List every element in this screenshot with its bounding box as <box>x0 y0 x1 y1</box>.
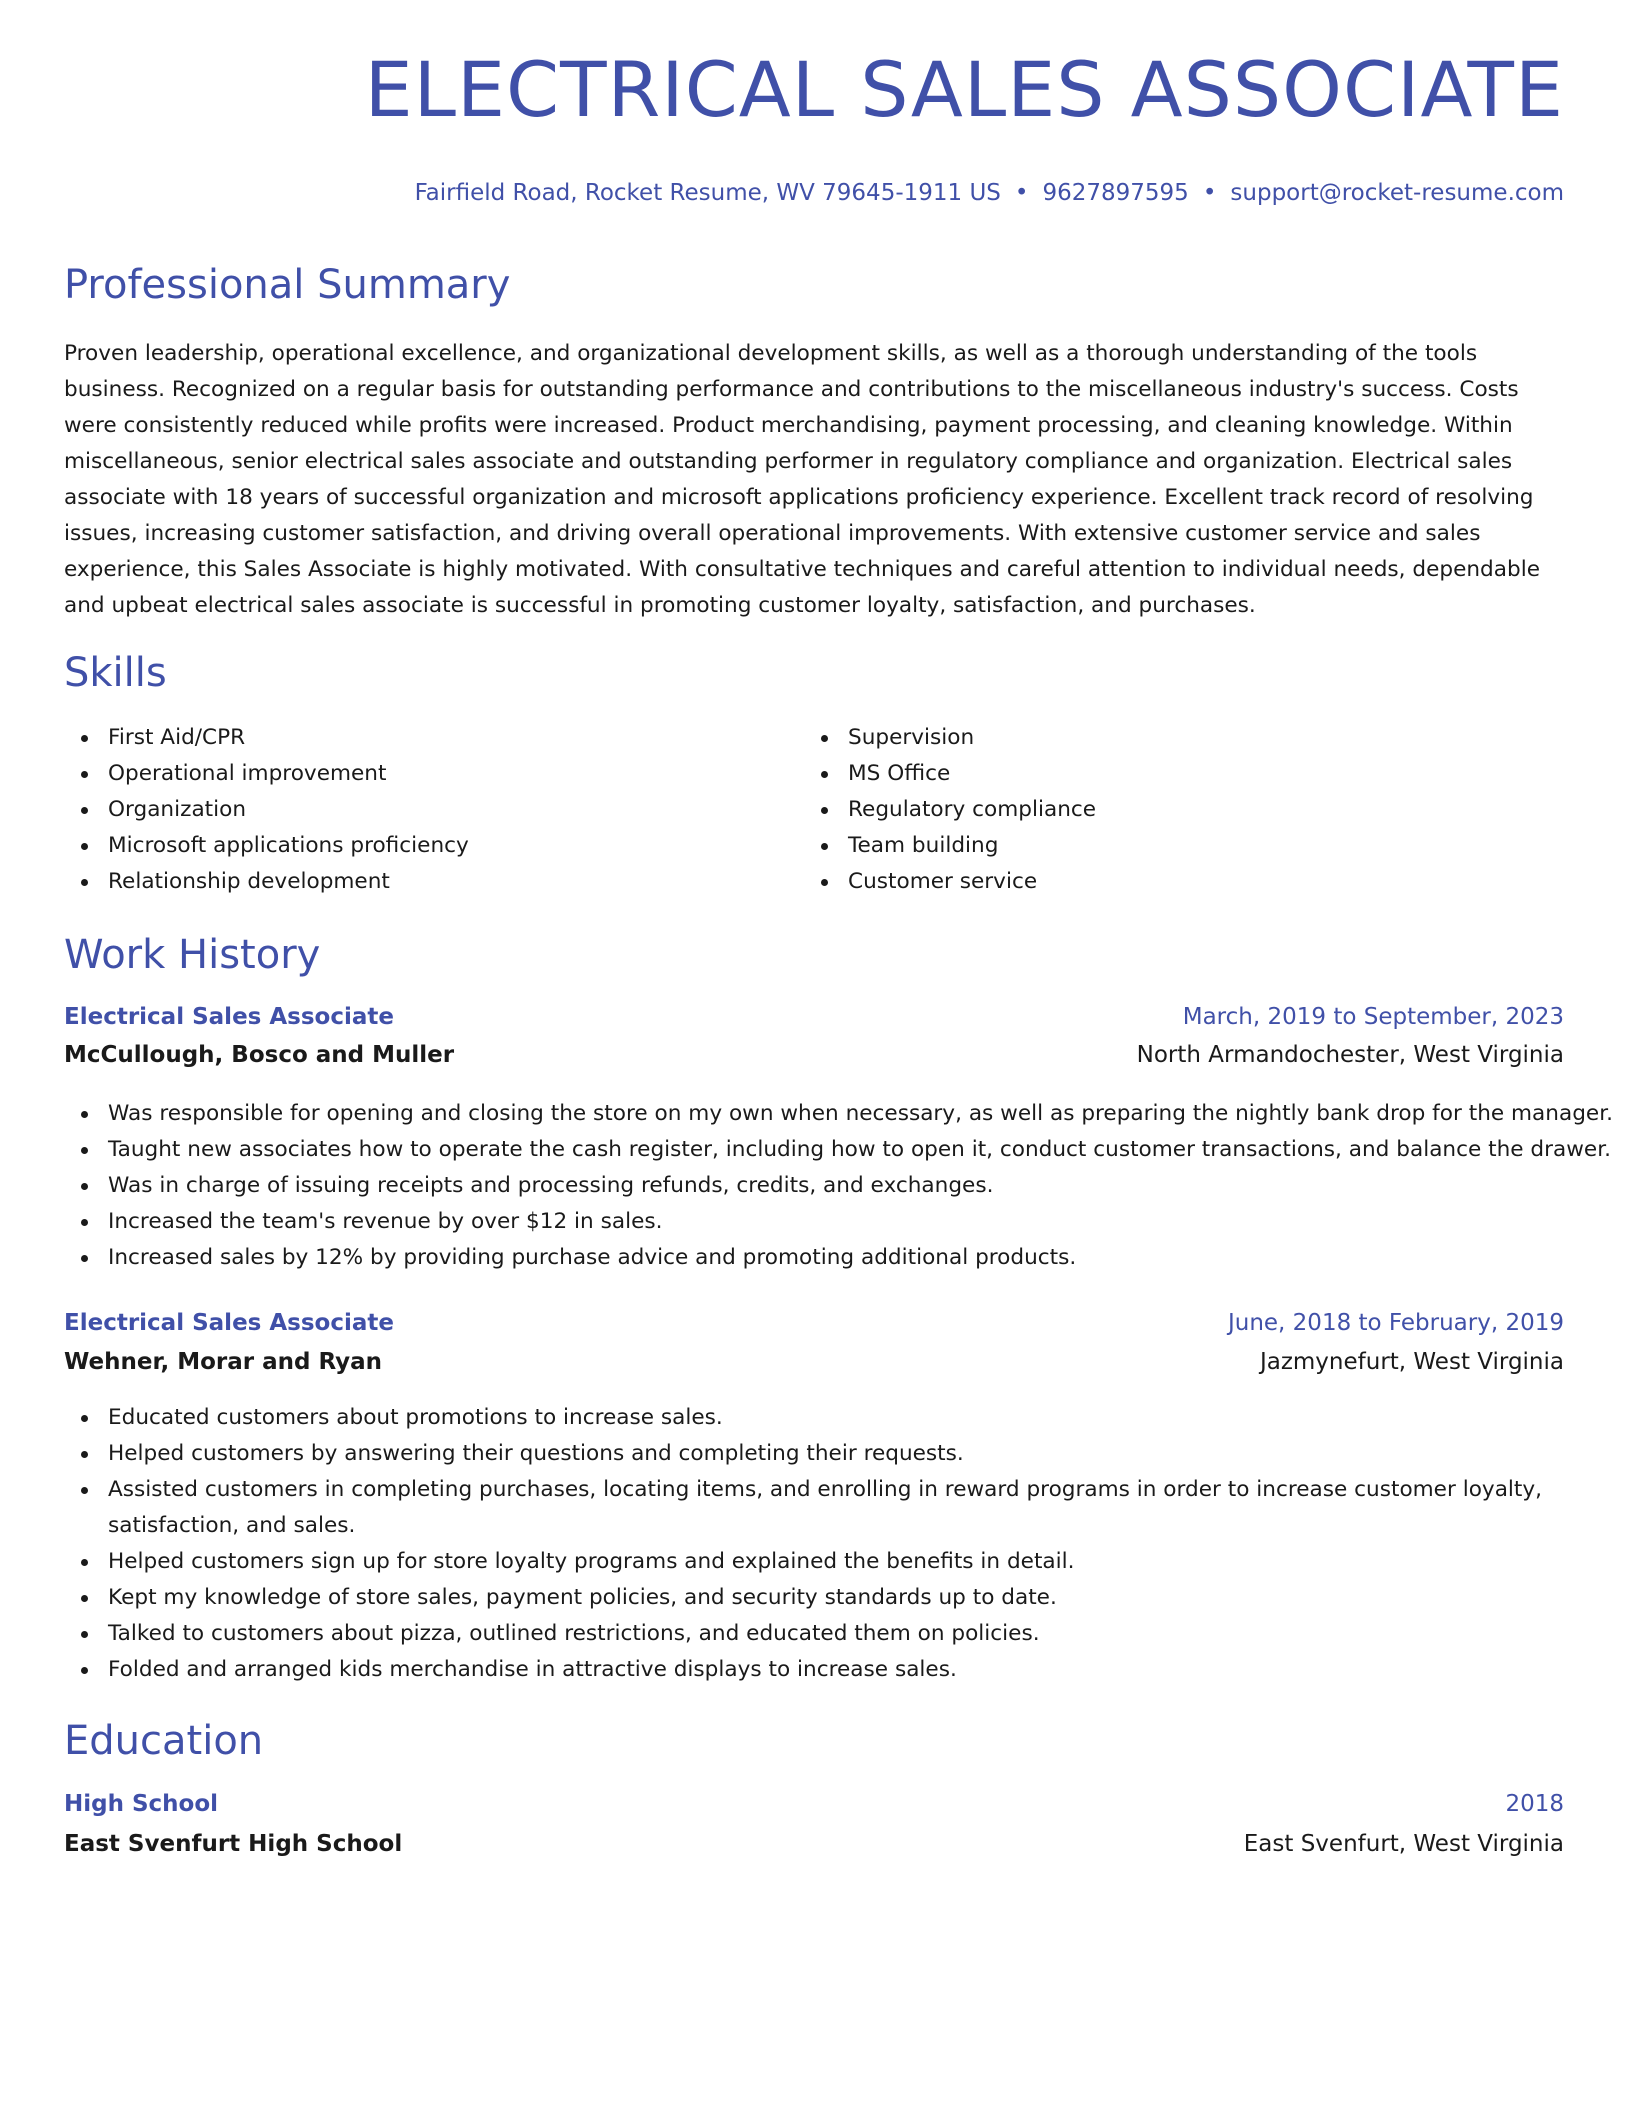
job-duty: Increased sales by 12% by providing purchase advice and promoting additional products. <box>64 1240 1564 1276</box>
job-employer: McCullough, Bosco and Muller <box>64 1042 455 1068</box>
job-duty: Educated customers about promotions to increase sales. <box>64 1400 1564 1436</box>
education-degree: High School <box>64 1791 219 1817</box>
skill-item: Supervision <box>804 720 1504 756</box>
job-duty: Assisted customers in completing purchases, locating items, and enrolling in reward programs in order to increase customer loyalty, satisfaction, and sales. <box>64 1472 1564 1544</box>
job-header-row <box>64 1310 1564 1346</box>
job-duty: Talked to customers about pizza, outlined restrictions, and educated them on policies. <box>64 1616 1564 1652</box>
education-heading: Education <box>64 1718 264 1764</box>
education-school-row <box>64 1831 1564 1867</box>
job-duty: Helped customers sign up for store loyalty programs and explained the benefits in detail. <box>64 1544 1564 1580</box>
job-title: Electrical Sales Associate <box>64 1004 394 1030</box>
contact-line <box>415 180 1564 206</box>
job-employer-row <box>64 1349 1564 1385</box>
skills-heading: Skills <box>64 650 167 696</box>
job-title: Electrical Sales Associate <box>64 1310 394 1336</box>
job-dates: March, 2019 to September, 2023 <box>1182 1004 1564 1030</box>
job-duty: Was in charge of issuing receipts and processing refunds, credits, and exchanges. <box>64 1168 1564 1204</box>
skill-item: Relationship development <box>64 864 764 900</box>
education-school: East Svenfurt High School <box>64 1831 403 1857</box>
skill-item: Operational improvement <box>64 756 764 792</box>
skill-item: First Aid/CPR <box>64 720 764 756</box>
skill-item: Team building <box>804 828 1504 864</box>
summary-heading: Professional Summary <box>64 262 511 308</box>
skill-item: Organization <box>64 792 764 828</box>
job-duties-list <box>64 1400 1564 1688</box>
contact-email: support@rocket-resume.com <box>1230 180 1564 206</box>
contact-separator: • <box>1014 180 1029 206</box>
contact-address: Fairfield Road, Rocket Resume, WV 79645-1911 US <box>414 180 1001 206</box>
skill-item: Microsoft applications proficiency <box>64 828 764 864</box>
job-duty: Taught new associates how to operate the cash register, including how to open it, conduct customer transactions, and balance the drawer. <box>64 1132 1564 1168</box>
job-duty: Helped customers by answering their questions and completing their requests. <box>64 1436 1564 1472</box>
job-duty: Was responsible for opening and closing the store on my own when necessary, as well as preparing the nightly bank drop for the manager. <box>64 1096 1564 1132</box>
contact-separator: • <box>1202 180 1217 206</box>
education-year: 2018 <box>1505 1791 1564 1817</box>
job-location: Jazmynefurt, West Virginia <box>1259 1349 1564 1375</box>
education-location: East Svenfurt, West Virginia <box>1243 1831 1564 1857</box>
job-duty: Increased the team's revenue by over $12 in sales. <box>64 1204 1564 1240</box>
education-header-row <box>64 1791 1564 1827</box>
skill-item: Regulatory compliance <box>804 792 1504 828</box>
job-employer: Wehner, Morar and Ryan <box>64 1349 383 1375</box>
skills-list-left <box>64 720 764 900</box>
job-duty: Folded and arranged kids merchandise in attractive displays to increase sales. <box>64 1652 1564 1688</box>
job-employer-row <box>64 1042 1564 1078</box>
work-history-heading: Work History <box>64 932 321 978</box>
resume-title: ELECTRICAL SALES ASSOCIATE <box>364 45 1564 134</box>
job-header-row <box>64 1004 1564 1040</box>
summary-text: Proven leadership, operational excellence, and organizational development skills, as well as a thorough understanding of the tools business. Recognized on a regular basis for outstanding performance and contributions to the miscellaneous industry's success. Costs were consistently reduced while profits were increased. Product merchandising, payment processing, and cleaning knowledge. Within miscellaneous, senior electrical sales associate and outstanding performer in regulatory compliance and organization. Electrical sales associate with 18 years of successful organization and microsoft applications proficiency experience. Excellent track record of resolving issues, increasing customer satisfaction, and driving overall operational improvements. With extensive customer service and sales experience, this Sales Associate is highly motivated. With consultative techniques and careful attention to individual needs, dependable and upbeat electrical sales associate is successful in promoting customer loyalty, satisfaction, and purchases. <box>64 341 1540 618</box>
skill-item: Customer service <box>804 864 1504 900</box>
job-dates: June, 2018 to February, 2019 <box>1227 1310 1564 1336</box>
job-duties-list <box>64 1096 1613 1276</box>
job-duty: Kept my knowledge of store sales, payment policies, and security standards up to date. <box>64 1580 1564 1616</box>
contact-phone: 9627897595 <box>1042 180 1189 206</box>
skill-item: MS Office <box>804 756 1504 792</box>
skills-list-right <box>804 720 1504 900</box>
job-location: North Armandochester, West Virginia <box>1136 1042 1564 1068</box>
